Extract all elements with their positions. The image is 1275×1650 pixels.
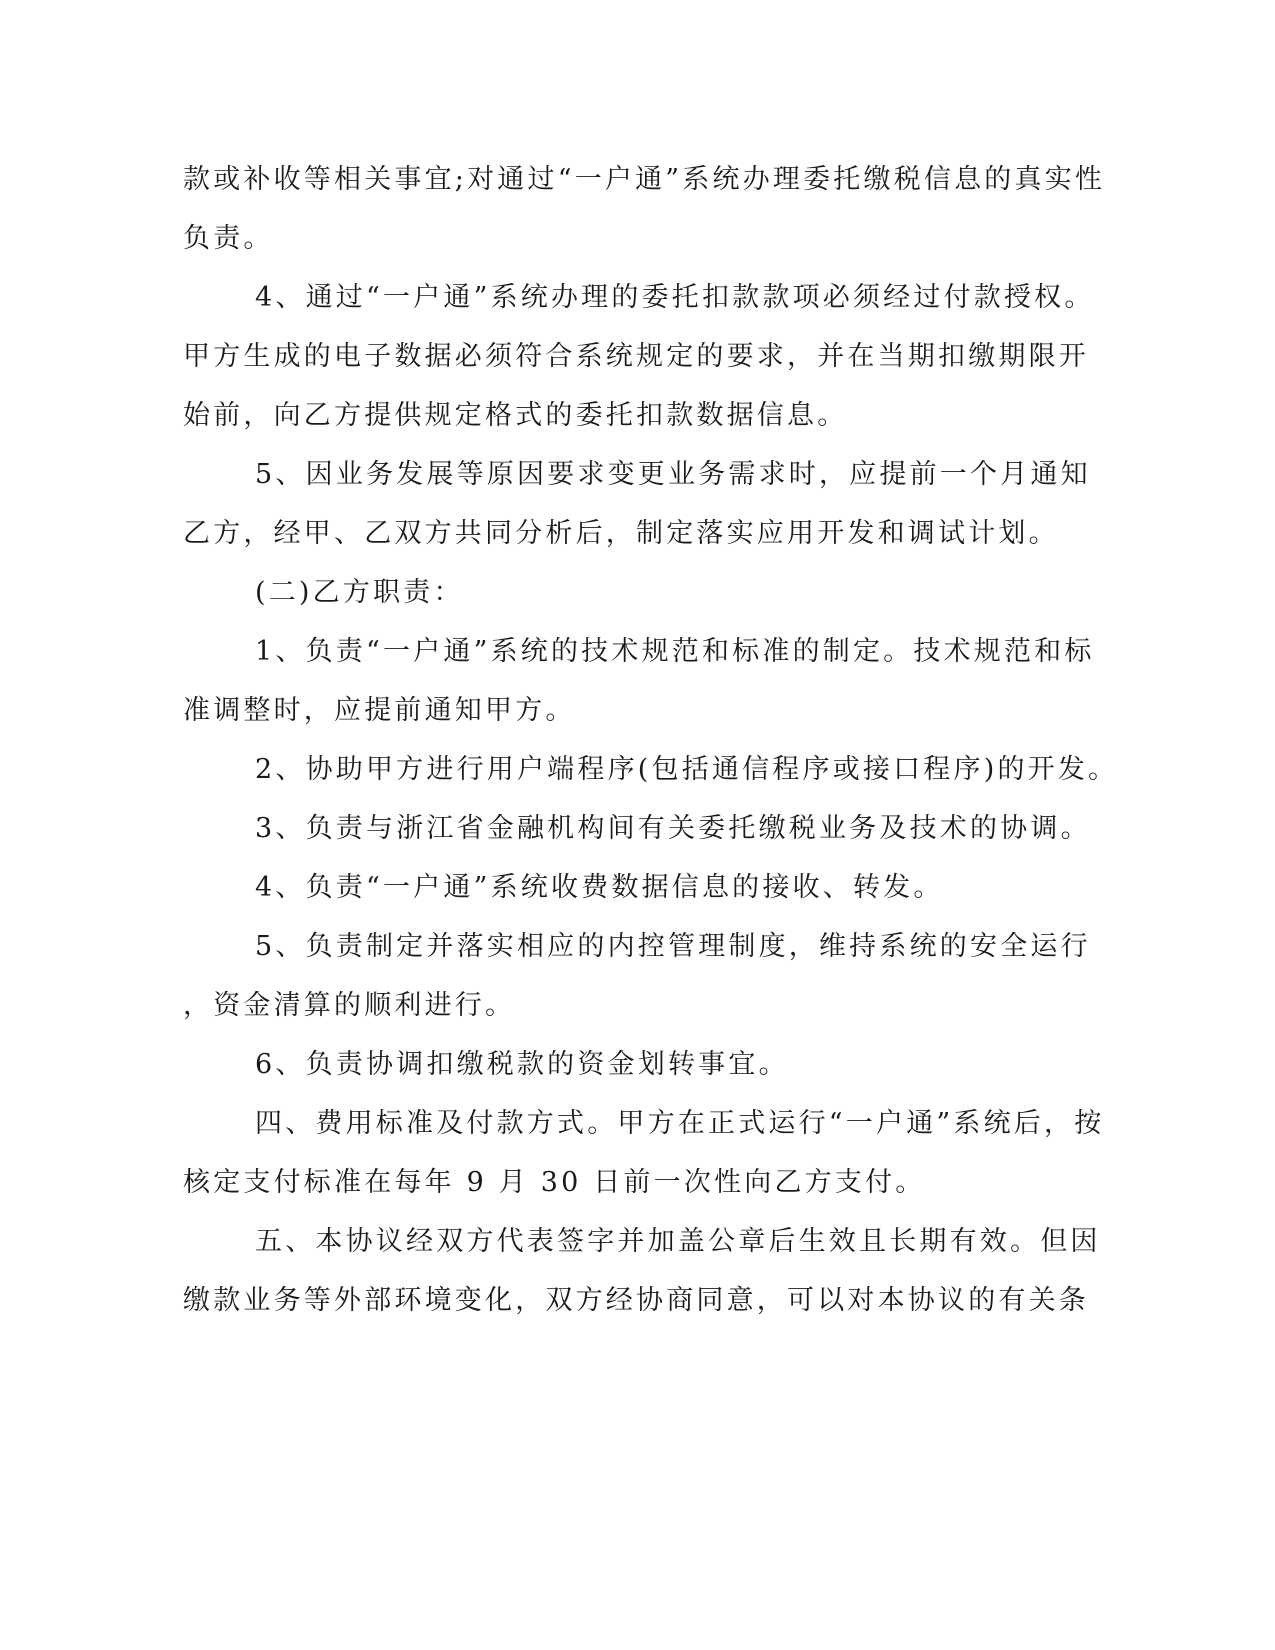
text-line: 4、通过“一户通”系统办理的委托扣款款项必须经过付款授权。 — [255, 282, 1095, 313]
text-line: 甲方生成的电子数据必须符合系统规定的要求，并在当期扣缴期限开 — [183, 341, 1089, 372]
text-line: 5、因业务发展等原因要求变更业务需求时，应提前一个月通知 — [255, 459, 1091, 490]
text-line: 3、负责与浙江省金融机构间有关委托缴税业务及技术的协调。 — [255, 813, 1091, 844]
text-line: 5、负责制定并落实相应的内控管理制度，维持系统的安全运行 — [255, 931, 1091, 962]
text-line: 乙方，经甲、乙双方共同分析后，制定落实应用开发和调试计划。 — [183, 518, 1059, 549]
text-line: 2、协助甲方进行用户端程序(包括通信程序或接口程序)的开发。 — [255, 754, 1119, 785]
section-heading: (二)乙方职责： — [255, 577, 464, 608]
text-line: 负责。 — [183, 223, 274, 254]
text-line: 准调整时，应提前通知甲方。 — [183, 695, 576, 726]
text-line: 款或补收等相关事宜;对通过“一户通”系统办理委托缴税信息的真实性 — [183, 164, 1106, 195]
text-line: 6、负责协调扣缴税款的资金划转事宜。 — [255, 1049, 789, 1080]
text-line: 五、本协议经双方代表签字并加盖公章后生效且长期有效。但因 — [255, 1226, 1101, 1257]
text-line: 缴款业务等外部环境变化，双方经协商同意，可以对本协议的有关条 — [183, 1285, 1089, 1316]
text-line: ，资金清算的顺利进行。 — [183, 990, 516, 1021]
text-line: 四、费用标准及付款方式。甲方在正式运行“一户通”系统后，按 — [255, 1108, 1105, 1139]
document-page — [183, 150, 1119, 1330]
text-line: 1、负责“一户通”系统的技术规范和标准的制定。技术规范和标 — [255, 636, 1095, 667]
text-line: 核定支付标准在每年 9 月 30 日前一次性向乙方支付。 — [183, 1167, 926, 1198]
text-line: 4、负责“一户通”系统收费数据信息的接收、转发。 — [255, 872, 944, 903]
text-line: 始前，向乙方提供规定格式的委托扣款数据信息。 — [183, 400, 848, 431]
